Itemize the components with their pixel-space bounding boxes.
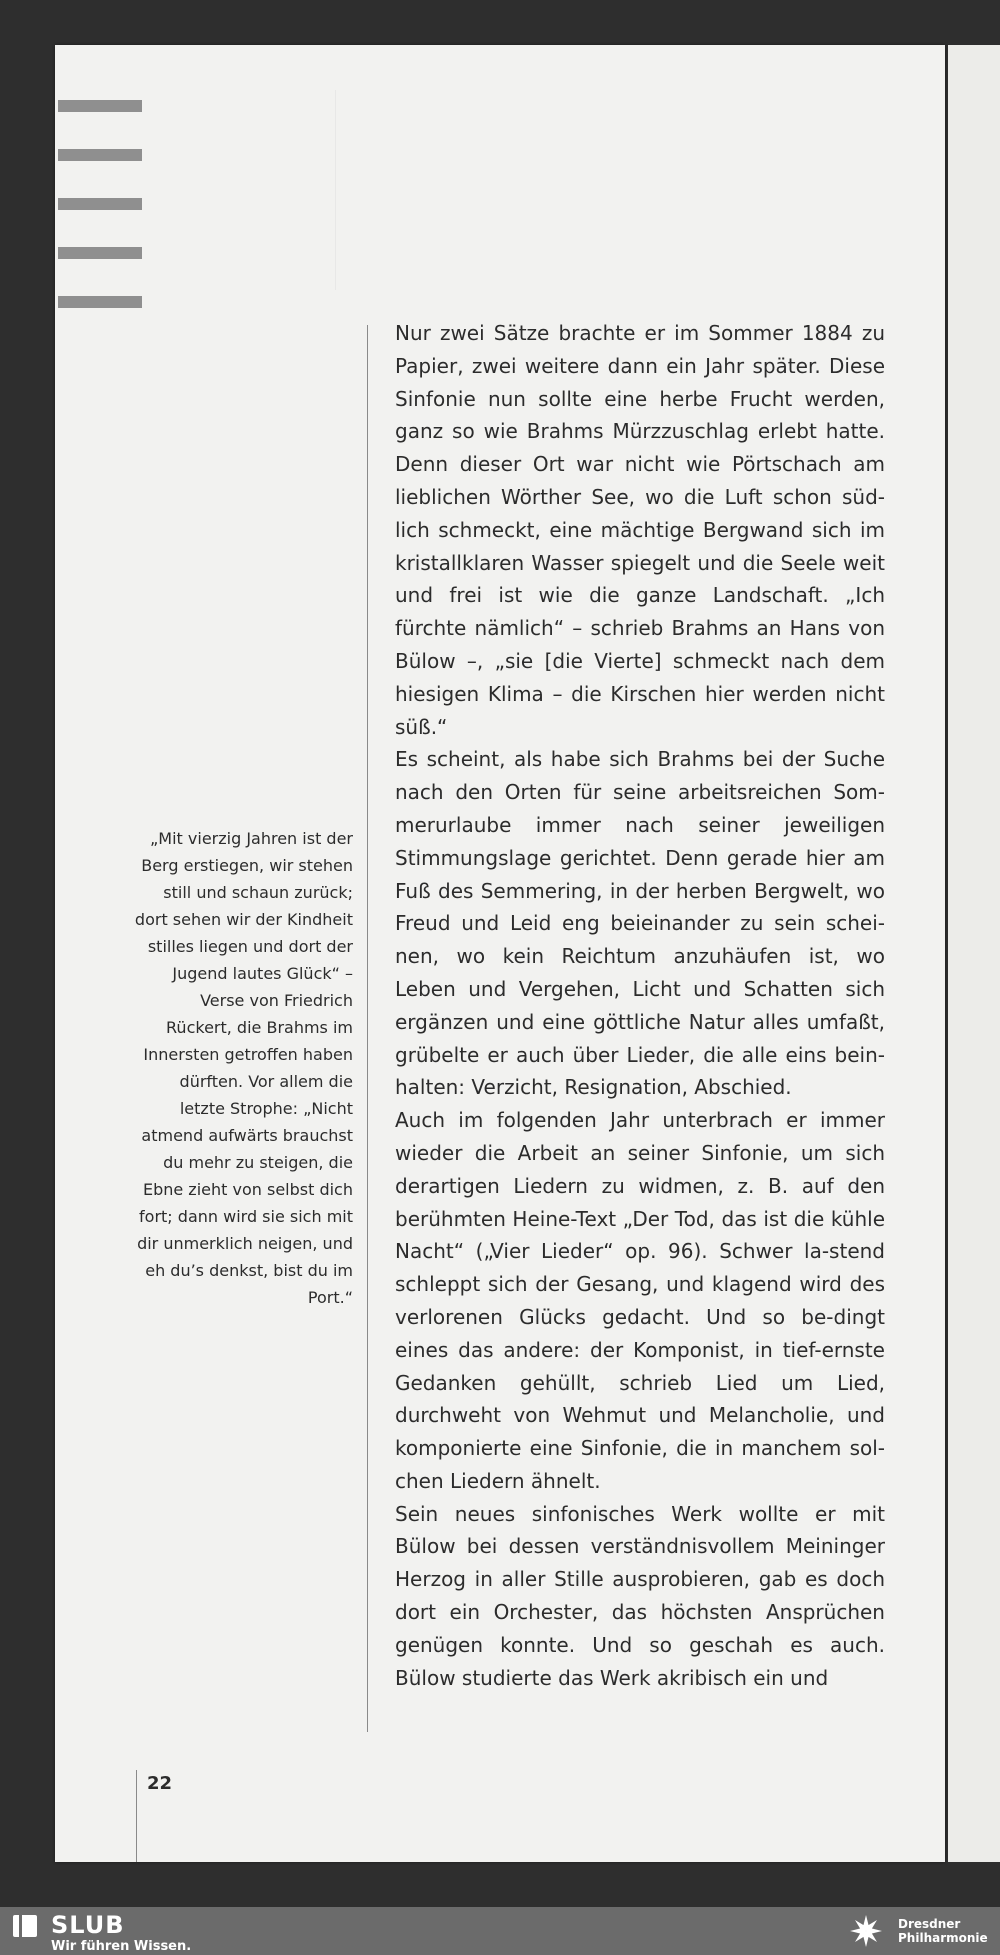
paragraph: Nur zwei Sätze brachte er im Sommer 1884 zu Papier, zwei weitere dann ein Jahr später. Diese Sinfonie nun sollte eine herbe Frucht werden, ganz so wie Brahms Mürzzuschlag erlebt hatte. Denn dieser Ort war nicht wie Pörtschach am lieblichen Wörther See, wo die Luft schon süd-lich schmeckt, eine mächtige Bergwand sich im kristallklaren Wasser spiegelt und die Seele weit und frei ist wie die ganze Landschaft. „Ich fürchte nämlich“ – schrieb Brahms an Hans von Bülow –, „sie [die Vierte] schmeckt nach dem hiesigen Klima – die Kirschen hier werden nicht süß.“	[395, 321, 885, 739]
show-through-logo	[335, 90, 476, 290]
margin-bar	[58, 100, 142, 112]
column-divider	[367, 325, 368, 1732]
slub-logo-icon[interactable]	[13, 1915, 37, 1937]
margin-bar	[58, 247, 142, 259]
page-number-rule	[136, 1770, 137, 1862]
digitization-footer	[0, 1907, 1000, 1955]
margin-bar	[58, 198, 142, 210]
paragraph: Auch im folgenden Jahr unterbrach er immer wieder die Arbeit an seiner Sinfonie, um sich derartigen Liedern zu widmen, z. B. auf den berühmten Heine-Text „Der Tod, das ist die kühle Nacht“ („Vier Lieder“ op. 96). Schwer la-stend schleppt sich der Gesang, und klagend wird des verlorenen Glücks gedacht. Und so be-dingt eines das andere: der Komponist, in tief-ernste Gedanken gehüllt, schrieb Lied um Lied, durchweht von Wehmut und Melancholie, und komponierte eine Sinfonie, die in manchem sol-chen Liedern ähnelt.	[395, 1108, 885, 1493]
page-number: 22	[147, 1773, 173, 1794]
margin-tab-bars	[58, 100, 142, 345]
margin-bar	[58, 296, 142, 308]
philharmonie-name-line1: Dresdner	[898, 1917, 961, 1931]
paragraph: Es scheint, als habe sich Brahms bei der Suche nach den Orten für seine arbeitsreichen Som-merurlaube immer nach seiner jeweiligen Stimmungslage gerichtet. Denn gerade hier am Fuß des Semmering, in der herben Bergwelt, wo Freud und Leid eng beieinander zu sein schei-nen, wo kein Reichtum anzuhäufen ist, wo Leben und Vergehen, Licht und Schatten sich ergänzen und eine göttliche Natur alles umfaßt, grübelte er auch über Lieder, die alle eins bein-halten: Verzicht, Resignation, Abschied.	[395, 747, 885, 1100]
philharmonie-name-line2: Philharmonie	[898, 1931, 988, 1945]
main-text-column	[395, 317, 885, 1694]
brochure-page	[55, 45, 945, 1862]
slub-name[interactable]: SLUB	[51, 1911, 125, 1939]
philharmonie-name	[898, 1917, 998, 1945]
sidebar-quote: „Mit vierzig Jahren ist der Berg erstiegen, wir stehen still und schaun zurück; dort sehen wir der Kindheit stilles liegen und dort der Jugend lautes Glück“ – Verse von Friedrich Rückert, die Brahms im Innersten getroffen haben dürften. Vor allem die letzte Strophe: „Nicht atmend aufwärts brauchst du mehr zu steigen, die Ebne zieht von selbst dich fort; dann wird sie sich mit dir unmerklich neigen, und eh du’s denkst, bist du im Port.“	[134, 829, 353, 1307]
slub-tagline: Wir führen Wissen.	[51, 1939, 192, 1954]
philharmonie-logo-icon[interactable]	[846, 1911, 886, 1951]
paragraph: Sein neues sinfonisches Werk wollte er mit Bülow bei dessen verständnisvollem Meininger Herzog in aller Stille ausprobieren, gab es doch dort ein Orchester, das höchsten Ansprüchen genügen konnte. Und so geschah es auch. Bülow studierte das Werk akribisch ein und	[395, 1501, 885, 1690]
margin-bar	[58, 149, 142, 161]
adjacent-page-edge	[948, 45, 1000, 1862]
